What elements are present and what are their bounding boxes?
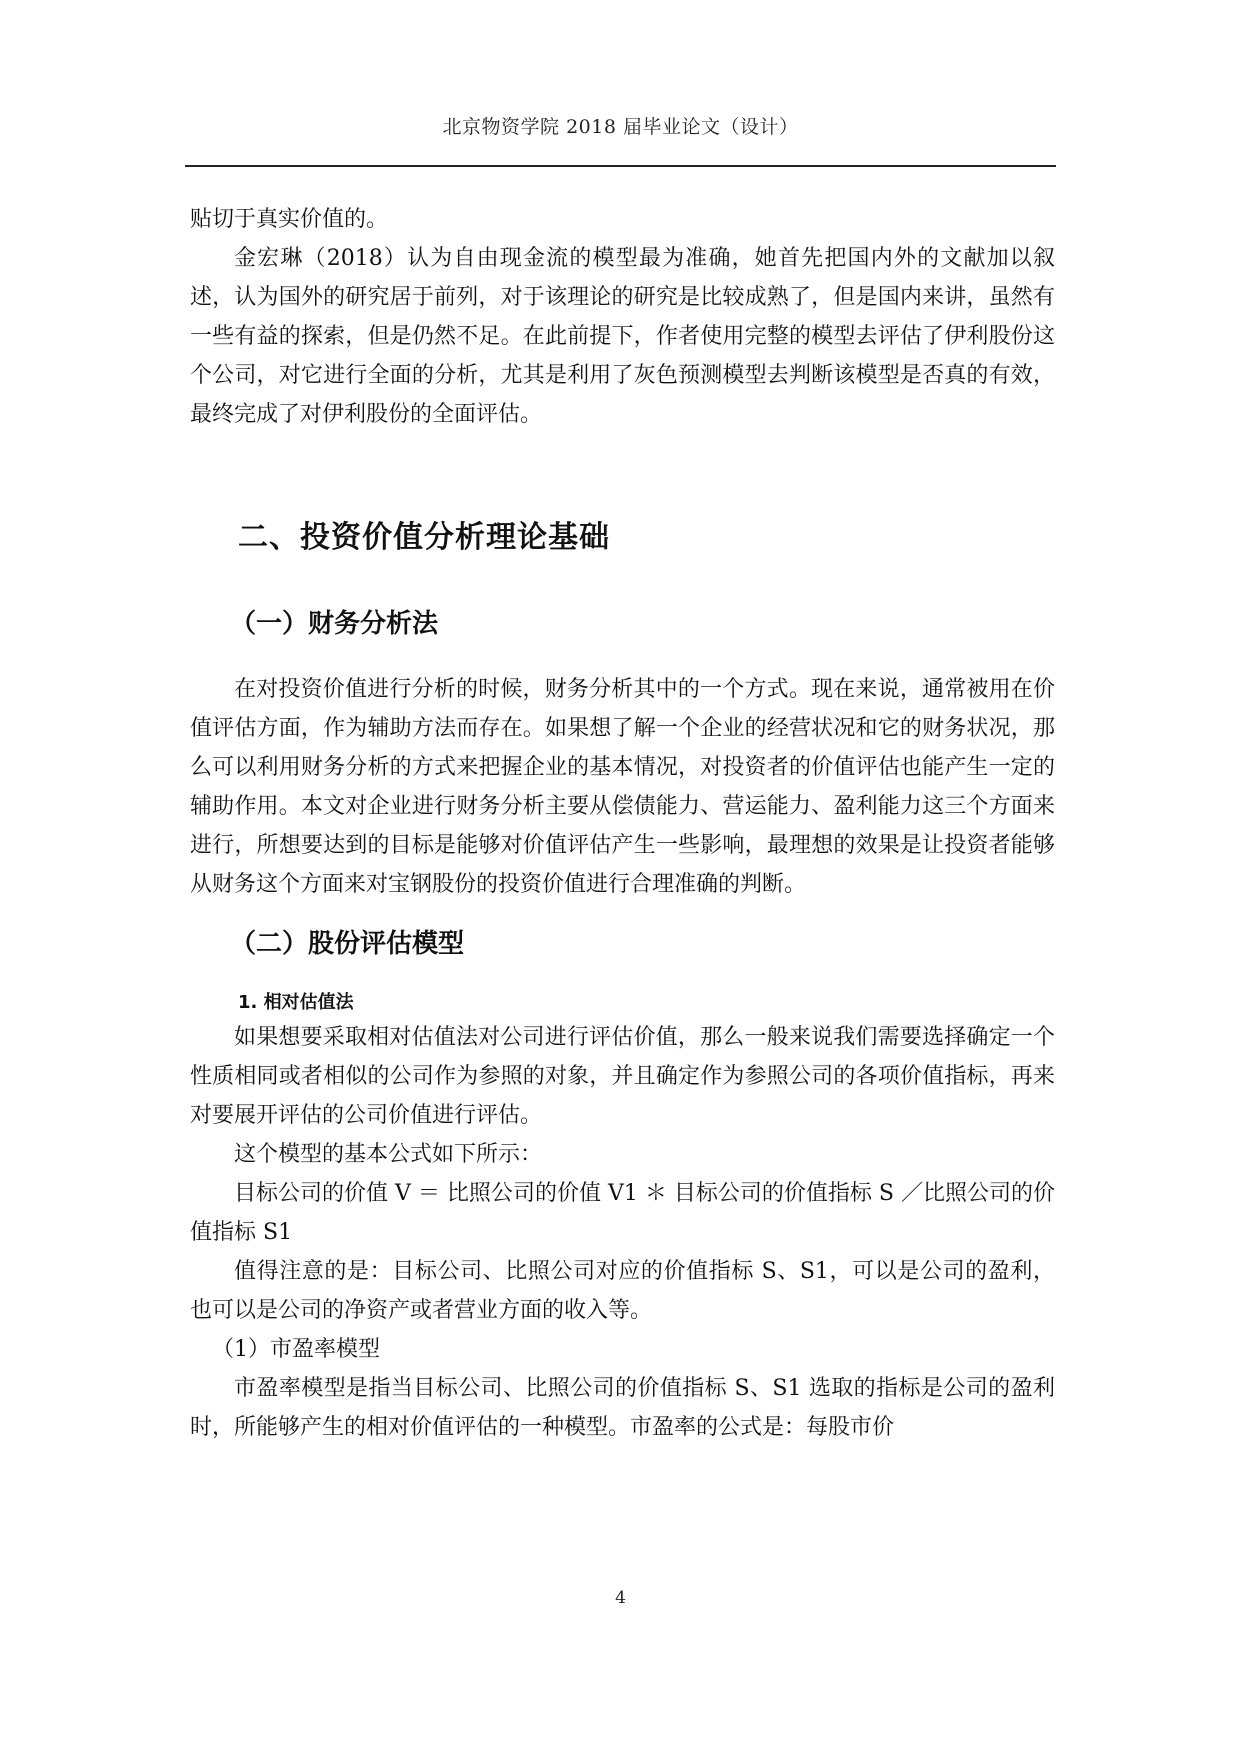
item-heading-relative-valuation: 1. 相对估值法 xyxy=(238,992,354,1013)
paragraph-relative-valuation: 如果想要采取相对估值法对公司进行评估价值，那么一般来说我们需要选择确定一个性质相同或者相似的公司作为参照的对象，并且确定作为参照公司的各项价值指标，再来对要展开评估的公司价值进行评估。 xyxy=(190,1025,1055,1128)
subsection-heading-financial-analysis: （一）财务分析法 xyxy=(230,609,439,639)
paragraph-note: 值得注意的是：目标公司、比照公司对应的价值指标 S、S1，可以是公司的盈利，也可以是公司的净资产或者营业方面的收入等。 xyxy=(190,1259,1055,1323)
subsection-heading-valuation-models: （二）股份评估模型 xyxy=(230,929,465,959)
paragraph-pe-model: 市盈率模型是指当目标公司、比照公司的价值指标 S、S1 选取的指标是公司的盈利时，所能够产生的相对价值评估的一种模型。市盈率的公式是：每股市价 xyxy=(190,1376,1055,1440)
section-heading: 二、投资价值分析理论基础 xyxy=(238,520,610,555)
page-body xyxy=(190,200,1055,1447)
page-number: 4 xyxy=(615,1588,626,1608)
paragraph-formula: 目标公司的价值 V ＝ 比照公司的价值 V1 ＊ 目标公司的价值指标 S ／比照公司的价值指标 S1 xyxy=(190,1181,1055,1245)
paragraph-literature-review: 金宏琳（2018）认为自由现金流的模型最为准确，她首先把国内外的文献加以叙述，认为国外的研究居于前列，对于该理论的研究是比较成熟了，但是国内来讲，虽然有一些有益的探索，但是仍然不足。在此前提下，作者使用完整的模型去评估了伊利股份这个公司，对它进行全面的分析，尤其是利用了灰色预测模型去判断该模型是否真的有效，最终完成了对伊利股份的全面评估。 xyxy=(190,246,1055,427)
paragraph-formula-intro: 这个模型的基本公式如下所示： xyxy=(234,1142,543,1167)
paragraph-pe-heading: （1）市盈率模型 xyxy=(212,1337,380,1362)
running-header: 北京物资学院 2018 届毕业论文（设计） xyxy=(442,116,799,138)
paragraph-continuation: 贴切于真实价值的。 xyxy=(190,207,389,232)
header-rule xyxy=(185,165,1056,167)
paragraph-financial-analysis: 在对投资价值进行分析的时候，财务分析其中的一个方式。现在来说，通常被用在价值评估方面，作为辅助方法而存在。如果想了解一个企业的经营状况和它的财务状况，那么可以利用财务分析的方式来把握企业的基本情况，对投资者的价值评估也能产生一定的辅助作用。本文对企业进行财务分析主要从偿债能力、营运能力、盈利能力这三个方面来进行，所想要达到的目标是能够对价值评估产生一些影响，最理想的效果是让投资者能够从财务这个方面来对宝钢股份的投资价值进行合理准确的判断。 xyxy=(190,677,1055,897)
